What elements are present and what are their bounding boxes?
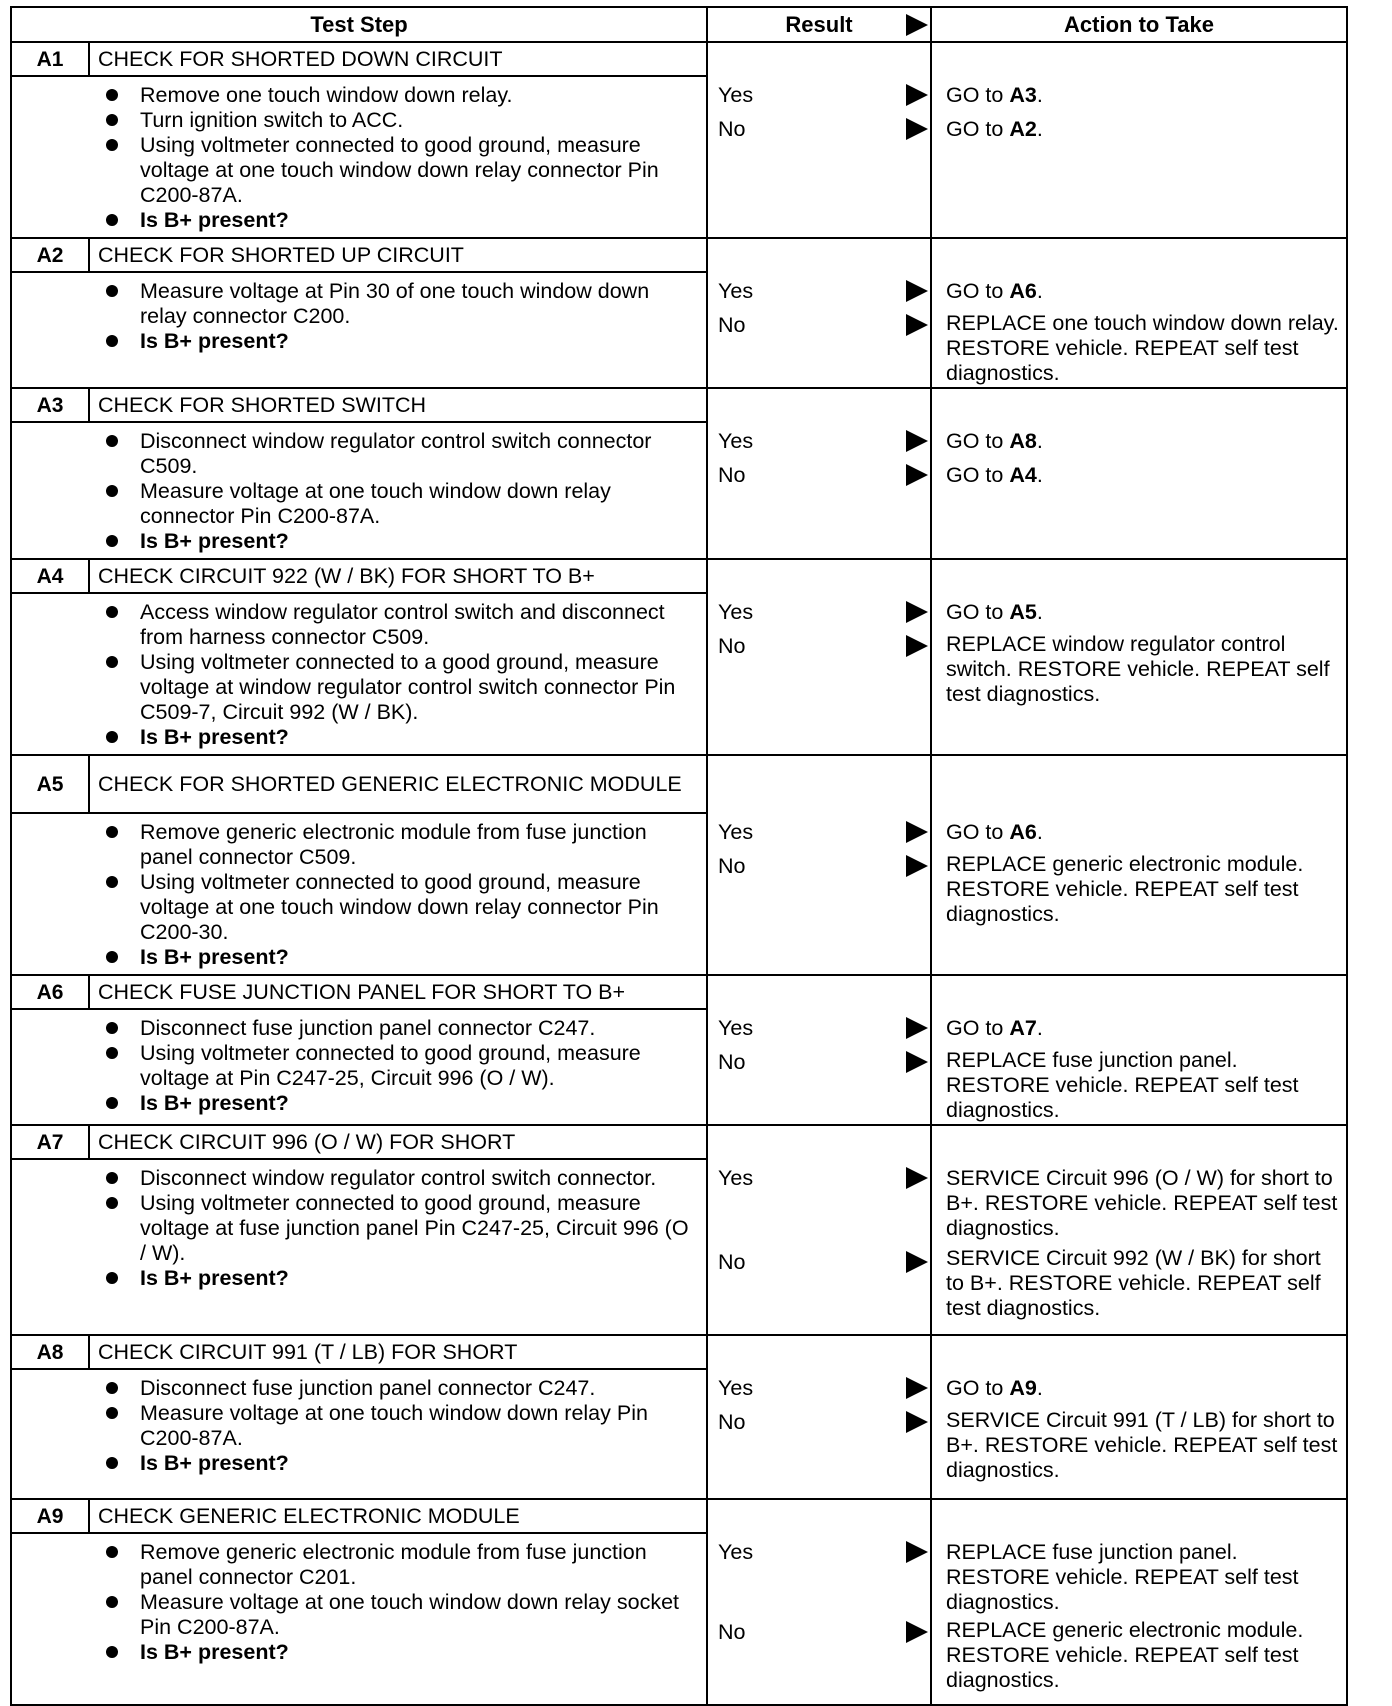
- list-item: [12, 279, 698, 329]
- list-item: [12, 1376, 698, 1401]
- result-cell: [707, 975, 931, 1125]
- bullet-icon: [106, 535, 118, 547]
- bullet-icon: [106, 285, 118, 297]
- step-title: CHECK CIRCUIT 922 (W / BK) FOR SHORT TO B+: [89, 559, 707, 593]
- step-question: [12, 1640, 698, 1665]
- bullet-text: Remove one touch window down relay.: [140, 83, 513, 107]
- bullet-icon: [106, 1272, 118, 1284]
- step-body: [11, 272, 707, 388]
- list-item: [12, 870, 698, 945]
- diagnostic-table: [10, 6, 1348, 1706]
- bullet-icon: [106, 1172, 118, 1184]
- action-cell: [931, 1125, 1347, 1335]
- action-target: A5: [1009, 600, 1037, 624]
- list-item: [12, 429, 698, 479]
- action-suffix: .: [1036, 820, 1043, 844]
- bullet-icon: [106, 435, 118, 447]
- action-cell: [931, 238, 1347, 388]
- arrow-right-icon: [906, 635, 928, 657]
- bullet-icon: [106, 1646, 118, 1658]
- action-target: A3: [1009, 83, 1037, 107]
- step-title: CHECK CIRCUIT 996 (O / W) FOR SHORT: [89, 1125, 707, 1159]
- action-text: [946, 83, 1340, 108]
- result-row: [708, 820, 930, 846]
- result-label: No: [718, 854, 746, 878]
- bullet-text: Access window regulator control switch and disconnect from harness connector C509.: [140, 600, 665, 649]
- step-question: [12, 725, 698, 750]
- result-row: [708, 313, 930, 339]
- action-cell: [931, 559, 1347, 755]
- result-cell: [707, 1335, 931, 1499]
- result-cell: [707, 559, 931, 755]
- question-text: Is B+ present?: [140, 329, 289, 353]
- arrow-right-icon: [906, 601, 928, 623]
- bullet-icon: [106, 214, 118, 226]
- result-cell: [707, 388, 931, 559]
- bullet-text: Measure voltage at one touch window down relay socket Pin C200-87A.: [140, 1590, 680, 1639]
- arrow-right-icon: [906, 1541, 928, 1563]
- step-id: A9: [11, 1499, 89, 1533]
- action-suffix: .: [1036, 83, 1043, 107]
- result-label: No: [718, 1410, 746, 1434]
- bullet-text: Remove generic electronic module from fuse junction panel connector C509.: [140, 820, 647, 869]
- bullet-icon: [106, 1047, 118, 1059]
- bullet-text: Using voltmeter connected to good ground, measure voltage at one touch window down relay connector Pin C200-30.: [140, 870, 659, 944]
- result-row: [708, 463, 930, 489]
- step-bullets: [12, 1166, 698, 1291]
- result-label: No: [718, 1250, 746, 1274]
- result-cell: [707, 42, 931, 238]
- result-row: [708, 1050, 930, 1076]
- bullet-icon: [106, 731, 118, 743]
- step-id: A3: [11, 388, 89, 422]
- action-prefix: REPLACE fuse junction panel. RESTORE vehicle. REPEAT self test diagnostics.: [946, 1048, 1299, 1122]
- action-text: [946, 117, 1340, 142]
- action-text: [946, 852, 1340, 927]
- arrow-right-icon: [906, 1377, 928, 1399]
- action-prefix: GO to: [946, 83, 1010, 107]
- list-item: [12, 1401, 698, 1451]
- arrow-right-icon: [906, 430, 928, 452]
- list-item: [12, 820, 698, 870]
- action-text: [946, 463, 1340, 488]
- step-title-row: [11, 975, 1347, 1009]
- step-question: [12, 1451, 698, 1476]
- bullet-icon: [106, 1097, 118, 1109]
- result-cell: [707, 1125, 931, 1335]
- bullet-text: Remove generic electronic module from fuse junction panel connector C201.: [140, 1540, 647, 1589]
- action-prefix: REPLACE generic electronic module. RESTORE vehicle. REPEAT self test diagnostics.: [946, 852, 1304, 926]
- action-prefix: REPLACE generic electronic module. RESTORE vehicle. REPEAT self test diagnostics.: [946, 1618, 1304, 1692]
- result-row: [708, 600, 930, 626]
- action-prefix: GO to: [946, 279, 1010, 303]
- step-id: A5: [11, 755, 89, 813]
- arrow-right-icon: [906, 1621, 928, 1643]
- header-row: [11, 7, 1347, 42]
- result-label: Yes: [718, 1376, 754, 1400]
- arrow-right-icon: [906, 314, 928, 336]
- question-text: Is B+ present?: [140, 1091, 289, 1115]
- action-cell: [931, 388, 1347, 559]
- result-label: No: [718, 1050, 746, 1074]
- step-body: [11, 593, 707, 755]
- step-bullets: [12, 429, 698, 554]
- action-text: [946, 279, 1340, 304]
- step-question: [12, 1266, 698, 1291]
- action-target: A6: [1009, 820, 1037, 844]
- diagnostic-sheet: [10, 6, 1346, 1706]
- step-bullets: [12, 279, 698, 354]
- result-label: Yes: [718, 279, 754, 303]
- result-row: [708, 1016, 930, 1042]
- action-prefix: GO to: [946, 820, 1010, 844]
- action-prefix: GO to: [946, 463, 1010, 487]
- bullet-icon: [106, 114, 118, 126]
- step-title: CHECK FOR SHORTED GENERIC ELECTRONIC MODULE: [89, 755, 707, 813]
- header-result-label: Result: [785, 12, 853, 37]
- question-text: Is B+ present?: [140, 945, 289, 969]
- step-question: [12, 529, 698, 554]
- arrow-right-icon: [906, 1251, 928, 1273]
- list-item: [12, 133, 698, 208]
- bullet-icon: [106, 1382, 118, 1394]
- step-id: A7: [11, 1125, 89, 1159]
- bullet-text: Turn ignition switch to ACC.: [140, 108, 404, 132]
- action-prefix: REPLACE one touch window down relay. RESTORE vehicle. REPEAT self test diagnostics.: [946, 311, 1339, 385]
- list-item: [12, 108, 698, 133]
- step-title-row: [11, 755, 1347, 813]
- action-suffix: .: [1036, 279, 1043, 303]
- question-text: Is B+ present?: [140, 1266, 289, 1290]
- action-suffix: .: [1036, 429, 1043, 453]
- bullet-icon: [106, 335, 118, 347]
- step-bullets: [12, 1376, 698, 1476]
- bullet-text: Measure voltage at Pin 30 of one touch window down relay connector C200.: [140, 279, 650, 328]
- bullet-icon: [106, 1457, 118, 1469]
- list-item: [12, 479, 698, 529]
- question-text: Is B+ present?: [140, 725, 289, 749]
- step-question: [12, 208, 698, 233]
- action-cell: [931, 975, 1347, 1125]
- action-cell: [931, 1335, 1347, 1499]
- step-id: A6: [11, 975, 89, 1009]
- step-bullets: [12, 820, 698, 970]
- result-cell: [707, 1499, 931, 1705]
- arrow-right-icon: [906, 821, 928, 843]
- arrow-right-icon: [906, 280, 928, 302]
- action-target: A2: [1009, 117, 1037, 141]
- step-body: [11, 76, 707, 238]
- action-text: [946, 1016, 1340, 1041]
- action-target: A4: [1009, 463, 1037, 487]
- action-text: [946, 1376, 1340, 1401]
- action-suffix: .: [1036, 1376, 1043, 1400]
- result-label: Yes: [718, 1540, 754, 1564]
- action-target: A9: [1009, 1376, 1037, 1400]
- bullet-icon: [106, 826, 118, 838]
- result-row: [708, 117, 930, 143]
- step-question: [12, 945, 698, 970]
- bullet-text: Disconnect window regulator control switch connector C509.: [140, 429, 652, 478]
- action-text: [946, 632, 1340, 707]
- action-cell: [931, 755, 1347, 975]
- result-row: [708, 429, 930, 455]
- action-target: A8: [1009, 429, 1037, 453]
- action-suffix: .: [1036, 1016, 1043, 1040]
- result-row: [708, 1376, 930, 1402]
- step-title-row: [11, 238, 1347, 272]
- result-row: [708, 1250, 930, 1276]
- action-prefix: GO to: [946, 600, 1010, 624]
- question-text: Is B+ present?: [140, 529, 289, 553]
- step-id: A8: [11, 1335, 89, 1369]
- step-title-row: [11, 559, 1347, 593]
- action-prefix: SERVICE Circuit 996 (O / W) for short to B+. RESTORE vehicle. REPEAT self test diagnostics.: [946, 1166, 1338, 1240]
- action-prefix: GO to: [946, 429, 1010, 453]
- action-text: [946, 820, 1340, 845]
- result-label: No: [718, 313, 746, 337]
- result-label: Yes: [718, 1016, 754, 1040]
- action-text: [946, 600, 1340, 625]
- action-prefix: SERVICE Circuit 992 (W / BK) for short to B+. RESTORE vehicle. REPEAT self test diagnostics.: [946, 1246, 1321, 1320]
- action-prefix: GO to: [946, 1016, 1010, 1040]
- result-label: Yes: [718, 1166, 754, 1190]
- step-title: CHECK FUSE JUNCTION PANEL FOR SHORT TO B+: [89, 975, 707, 1009]
- action-text: [946, 1408, 1340, 1483]
- action-text: [946, 1166, 1340, 1241]
- result-label: Yes: [718, 600, 754, 624]
- step-bullets: [12, 600, 698, 750]
- arrow-right-icon: [906, 1017, 928, 1039]
- step-question: [12, 1091, 698, 1116]
- step-id: A2: [11, 238, 89, 272]
- bullet-icon: [106, 1407, 118, 1419]
- step-title: CHECK GENERIC ELECTRONIC MODULE: [89, 1499, 707, 1533]
- result-row: [708, 1410, 930, 1436]
- step-bullets: [12, 1540, 698, 1665]
- arrow-right-icon: [906, 14, 928, 36]
- action-suffix: .: [1036, 463, 1043, 487]
- table-body: [11, 42, 1347, 1705]
- bullet-icon: [106, 656, 118, 668]
- step-id: A1: [11, 42, 89, 76]
- list-item: [12, 1166, 698, 1191]
- action-text: [946, 1048, 1340, 1123]
- bullet-text: Using voltmeter connected to good ground, measure voltage at fuse junction panel Pin C247-25, Circuit 996 (O / W).: [140, 1191, 689, 1265]
- result-row: [708, 854, 930, 880]
- action-text: [946, 1246, 1340, 1321]
- arrow-right-icon: [906, 855, 928, 877]
- step-title-row: [11, 1335, 1347, 1369]
- bullet-icon: [106, 139, 118, 151]
- result-row: [708, 1620, 930, 1646]
- step-title-row: [11, 42, 1347, 76]
- header-action: Action to Take: [931, 7, 1347, 42]
- list-item: [12, 1041, 698, 1091]
- step-title-row: [11, 1499, 1347, 1533]
- step-id: A4: [11, 559, 89, 593]
- bullet-text: Measure voltage at one touch window down relay connector Pin C200-87A.: [140, 479, 611, 528]
- action-target: A7: [1009, 1016, 1037, 1040]
- step-question: [12, 329, 698, 354]
- list-item: [12, 1540, 698, 1590]
- result-row: [708, 279, 930, 305]
- list-item: [12, 1016, 698, 1041]
- step-body: [11, 1009, 707, 1125]
- list-item: [12, 600, 698, 650]
- list-item: [12, 83, 698, 108]
- bullet-icon: [106, 1546, 118, 1558]
- bullet-icon: [106, 1197, 118, 1209]
- result-row: [708, 1166, 930, 1192]
- list-item: [12, 1590, 698, 1640]
- step-body: [11, 813, 707, 975]
- step-title: CHECK CIRCUIT 991 (T / LB) FOR SHORT: [89, 1335, 707, 1369]
- bullet-text: Using voltmeter connected to a good ground, measure voltage at window regulator control switch connector Pin C509-7, Circuit 992 (W / BK).: [140, 650, 676, 724]
- result-row: [708, 634, 930, 660]
- bullet-text: Disconnect fuse junction panel connector C247.: [140, 1376, 596, 1400]
- action-text: [946, 1540, 1340, 1615]
- bullet-text: Using voltmeter connected to good ground, measure voltage at one touch window down relay connector Pin C200-87A.: [140, 133, 659, 207]
- bullet-icon: [106, 1022, 118, 1034]
- list-item: [12, 650, 698, 725]
- action-text: [946, 429, 1340, 454]
- step-title-row: [11, 388, 1347, 422]
- result-row: [708, 1540, 930, 1566]
- bullet-text: Disconnect window regulator control switch connector.: [140, 1166, 657, 1190]
- result-label: No: [718, 1620, 746, 1644]
- result-cell: [707, 755, 931, 975]
- result-label: No: [718, 117, 746, 141]
- result-cell: [707, 238, 931, 388]
- step-body: [11, 1369, 707, 1499]
- bullet-text: Using voltmeter connected to good ground, measure voltage at Pin C247-25, Circuit 996 (O / W).: [140, 1041, 641, 1090]
- action-prefix: REPLACE window regulator control switch. RESTORE vehicle. REPEAT self test diagnostics.: [946, 632, 1330, 706]
- step-body: [11, 1159, 707, 1335]
- bullet-text: Measure voltage at one touch window down relay Pin C200-87A.: [140, 1401, 648, 1450]
- action-prefix: GO to: [946, 117, 1010, 141]
- arrow-right-icon: [906, 1051, 928, 1073]
- action-prefix: GO to: [946, 1376, 1010, 1400]
- arrow-right-icon: [906, 464, 928, 486]
- header-result: [707, 7, 931, 42]
- action-cell: [931, 42, 1347, 238]
- result-label: Yes: [718, 83, 754, 107]
- action-cell: [931, 1499, 1347, 1705]
- question-text: Is B+ present?: [140, 1451, 289, 1475]
- bullet-icon: [106, 89, 118, 101]
- question-text: Is B+ present?: [140, 208, 289, 232]
- step-bullets: [12, 83, 698, 233]
- arrow-right-icon: [906, 1167, 928, 1189]
- action-text: [946, 311, 1340, 386]
- header-test-step: Test Step: [11, 7, 707, 42]
- step-title: CHECK FOR SHORTED DOWN CIRCUIT: [89, 42, 707, 76]
- action-suffix: .: [1036, 117, 1043, 141]
- arrow-right-icon: [906, 1411, 928, 1433]
- question-text: Is B+ present?: [140, 1640, 289, 1664]
- result-label: No: [718, 634, 746, 658]
- action-target: A6: [1009, 279, 1037, 303]
- arrow-right-icon: [906, 118, 928, 140]
- arrow-right-icon: [906, 84, 928, 106]
- bullet-icon: [106, 485, 118, 497]
- result-row: [708, 83, 930, 109]
- result-label: Yes: [718, 820, 754, 844]
- bullet-icon: [106, 876, 118, 888]
- step-body: [11, 422, 707, 559]
- action-suffix: .: [1036, 600, 1043, 624]
- list-item: [12, 1191, 698, 1266]
- bullet-icon: [106, 1596, 118, 1608]
- result-label: No: [718, 463, 746, 487]
- step-body: [11, 1533, 707, 1705]
- action-prefix: SERVICE Circuit 991 (T / LB) for short to B+. RESTORE vehicle. REPEAT self test diagnostics.: [946, 1408, 1338, 1482]
- step-bullets: [12, 1016, 698, 1116]
- bullet-icon: [106, 606, 118, 618]
- bullet-text: Disconnect fuse junction panel connector C247.: [140, 1016, 596, 1040]
- result-label: Yes: [718, 429, 754, 453]
- step-title: CHECK FOR SHORTED UP CIRCUIT: [89, 238, 707, 272]
- action-text: [946, 1618, 1340, 1693]
- step-title: CHECK FOR SHORTED SWITCH: [89, 388, 707, 422]
- step-title-row: [11, 1125, 1347, 1159]
- bullet-icon: [106, 951, 118, 963]
- action-prefix: REPLACE fuse junction panel. RESTORE vehicle. REPEAT self test diagnostics.: [946, 1540, 1299, 1614]
